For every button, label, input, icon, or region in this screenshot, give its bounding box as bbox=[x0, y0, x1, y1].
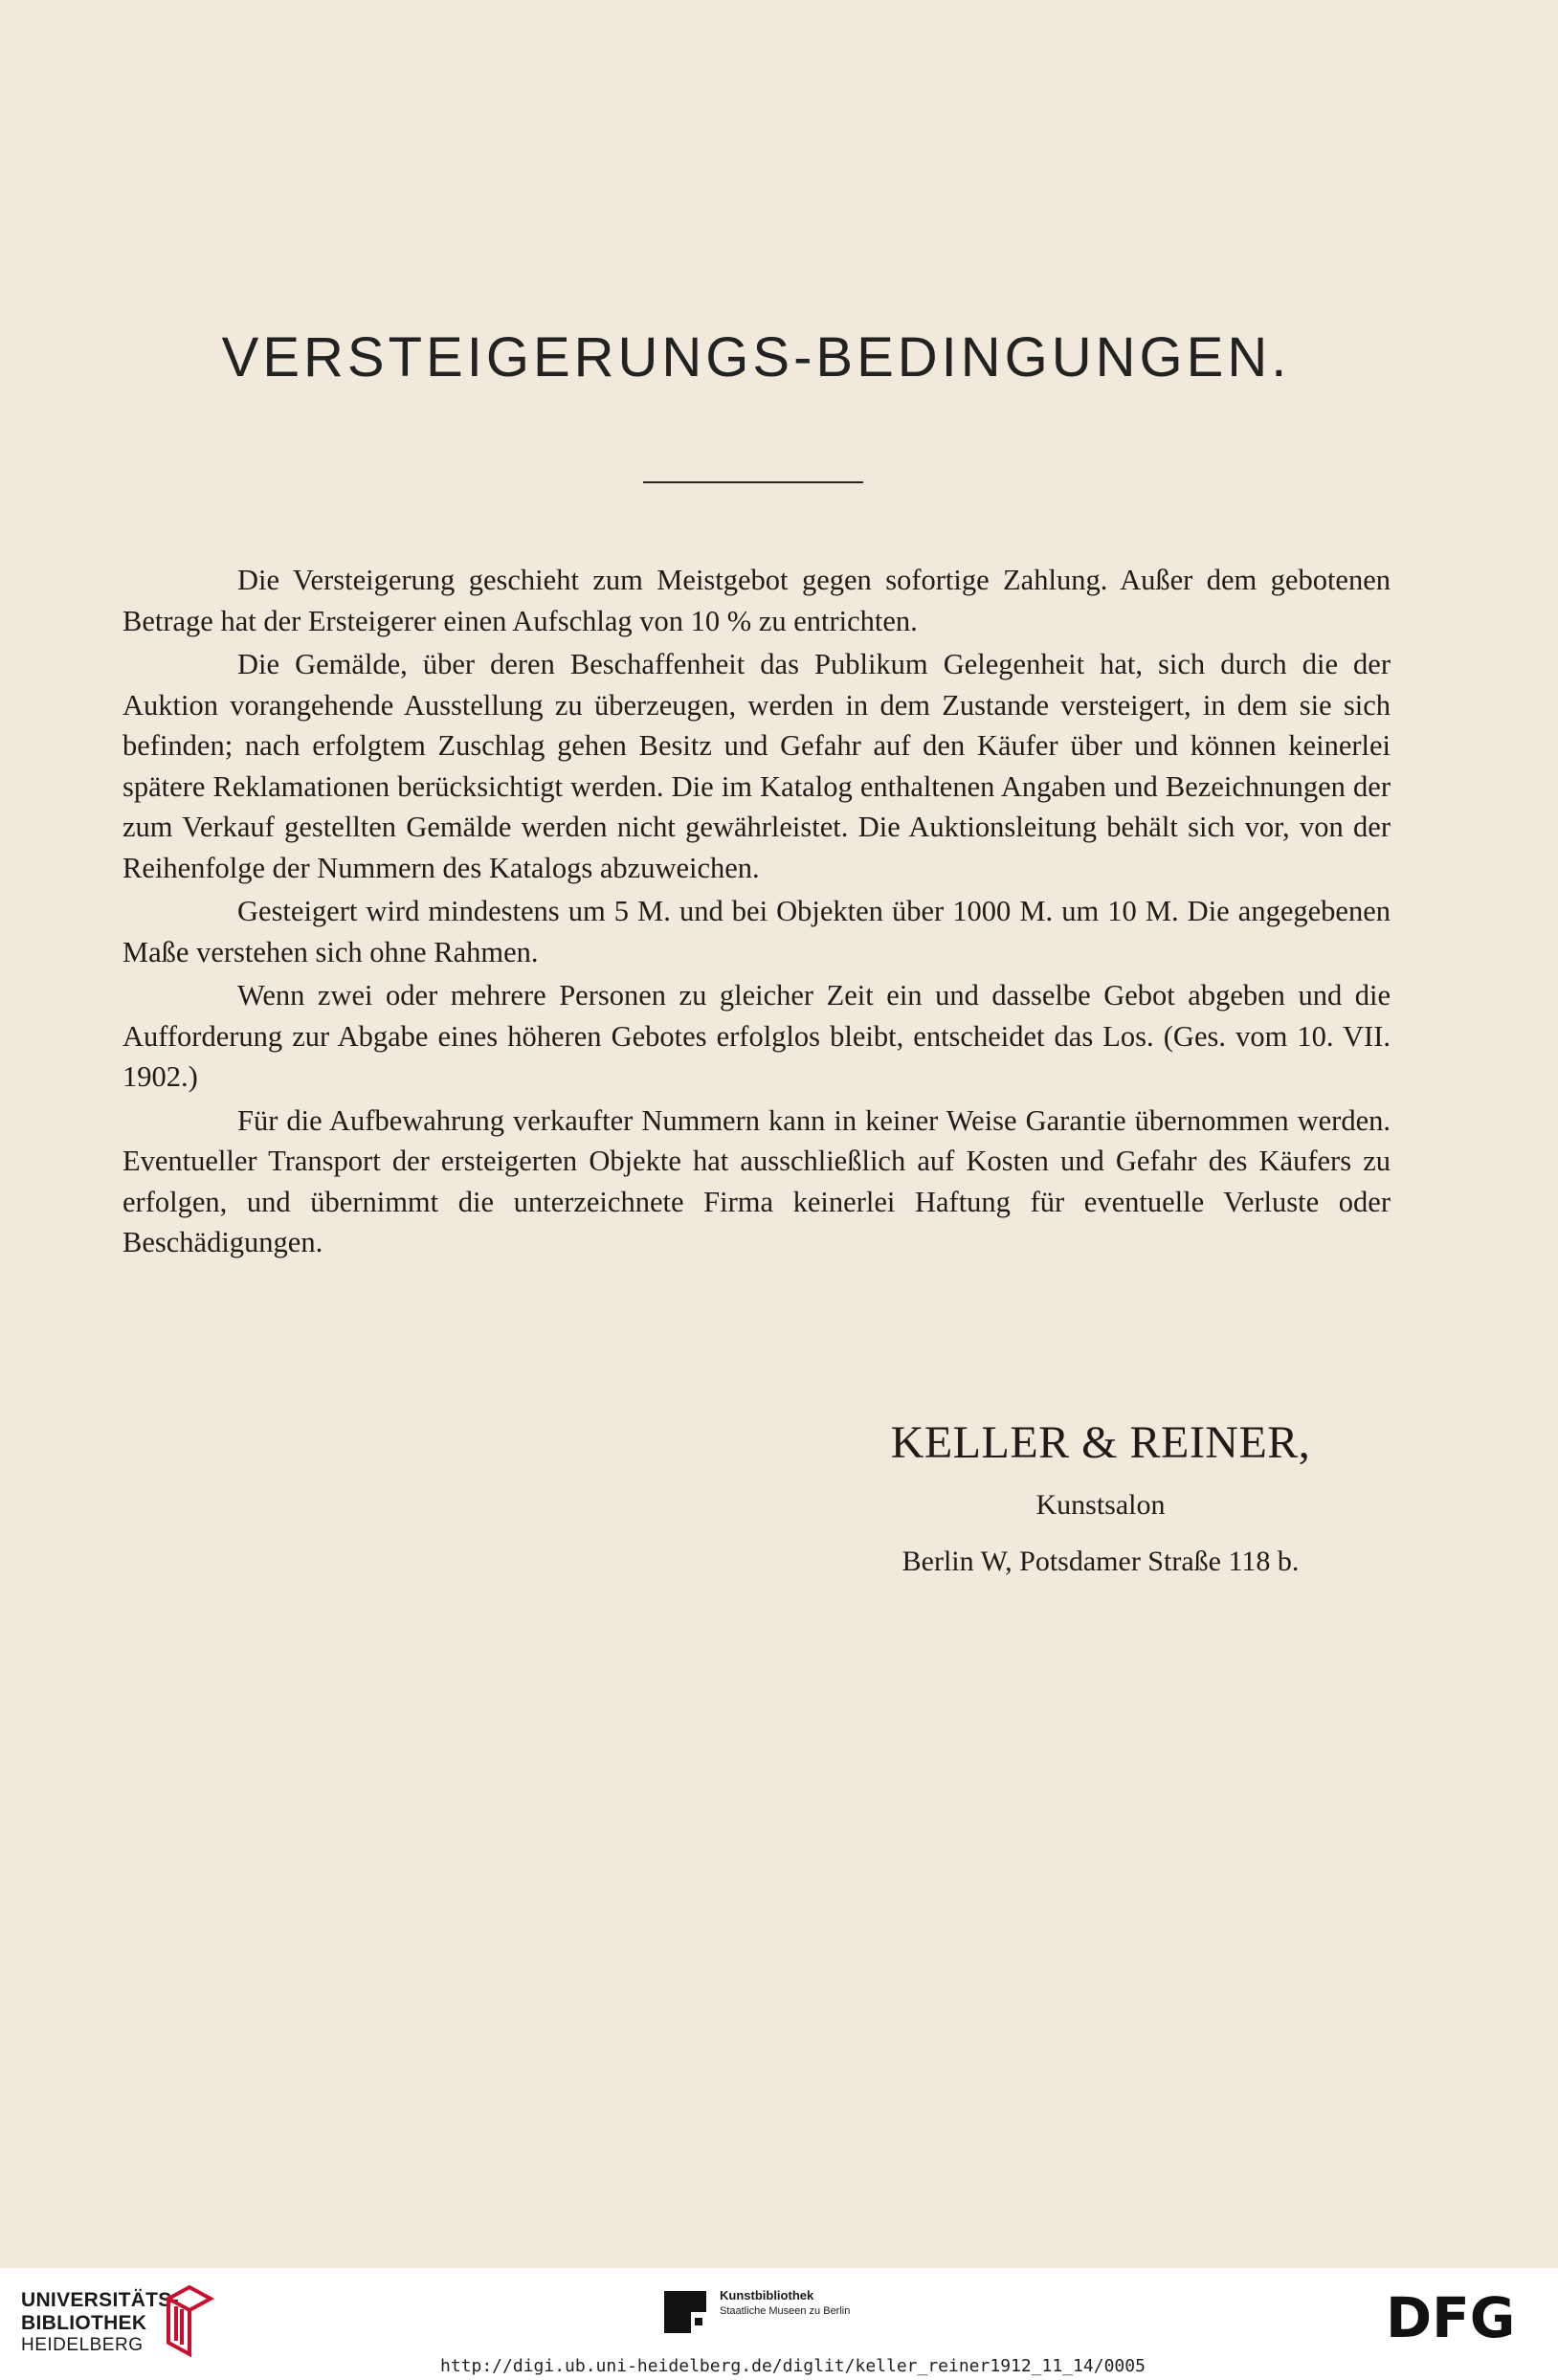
document-url[interactable]: http://digi.ub.uni-heidelberg.de/diglit/keller_reiner1912_11_14/0005 bbox=[440, 2356, 1146, 2376]
ub-logo-line2: BIBLIOTHEK bbox=[21, 2312, 147, 2334]
paragraph-liability: Für die Aufbewahrung verkaufter Nummern kann in keiner Weise Garantie übernommen werden. Eventueller Transport der ersteigerten Objekte hat ausschließlich auf Kosten und Gefahr des Käufers zu erfolgen, und übernimmt die unterzeichnete Firma keinerlei Haftung für eventuelle Verluste oder Beschädigungen. bbox=[122, 1103, 1391, 1258]
document-title: VERSTEIGERUNGS-BEDINGUNGEN. bbox=[221, 326, 1291, 389]
conditions-body bbox=[122, 560, 1391, 1266]
kunstbibliothek-icon bbox=[660, 2287, 710, 2337]
paragraph-condition: Die Gemälde, über deren Beschaffenheit das Publikum Gelegenheit hat, sich durch die der Auktion vorangehende Ausstellung zu überzeugen, werden in dem Zustande versteigert, in dem sie sich befinden; nach erfolgtem Zuschlag gehen Besitz und Gefahr auf den Käufer über und können keinerlei spätere Reklamationen berücksichtigt werden. Die im Katalog enthaltenen Angaben und Bezeichnungen der zum Verkauf gestellten Gemälde werden nicht gewährleistet. Die Auktionsleitung behält sich vor, von der Reihenfolge der Nummern des Katalogs abzuweichen. bbox=[122, 648, 1391, 884]
signature-firm: KELLER & REINER, bbox=[890, 1417, 1311, 1468]
footer-bar bbox=[0, 2268, 1558, 2380]
signature-subtitle: Kunstsalon bbox=[1035, 1489, 1166, 1521]
dfg-logo-text: DFG bbox=[1386, 2289, 1516, 2347]
dfg-logo[interactable] bbox=[1386, 2289, 1539, 2347]
ub-logo-line1: UNIVERSITÄTS- bbox=[21, 2289, 179, 2311]
title-divider bbox=[643, 481, 863, 483]
ub-heidelberg-logo[interactable] bbox=[21, 2289, 179, 2356]
kunstbibliothek-institution: Staatliche Museen zu Berlin bbox=[720, 2305, 851, 2317]
kunstbibliothek-logo[interactable] bbox=[720, 2287, 850, 2319]
kunstbibliothek-name: Kunstbibliothek bbox=[720, 2288, 814, 2302]
paragraph-ties: Wenn zwei oder mehrere Personen zu gleicher Zeit ein und dasselbe Gebot abgeben und die Aufforderung zur Abgabe eines höheren Gebotes erfolglos bleibt, entscheidet das Los. (Ges. vom 10. VII. 1902.) bbox=[122, 979, 1391, 1093]
signature-address: Berlin W, Potsdamer Straße 118 b. bbox=[901, 1546, 1300, 1577]
paragraph-payment: Die Versteigerung geschieht zum Meistgebot gegen sofortige Zahlung. Außer dem gebotenen Betrage hat der Ersteigerer einen Aufschlag von 10 % zu entrichten. bbox=[122, 564, 1391, 637]
paragraph-increments: Gesteigert wird mindestens um 5 M. und bei Objekten über 1000 M. um 10 M. Die angegebenen Maße verstehen sich ohne Rahmen. bbox=[122, 895, 1391, 968]
ub-book-icon bbox=[161, 2281, 218, 2358]
ub-logo-line3: HEIDELBERG bbox=[21, 2335, 144, 2355]
